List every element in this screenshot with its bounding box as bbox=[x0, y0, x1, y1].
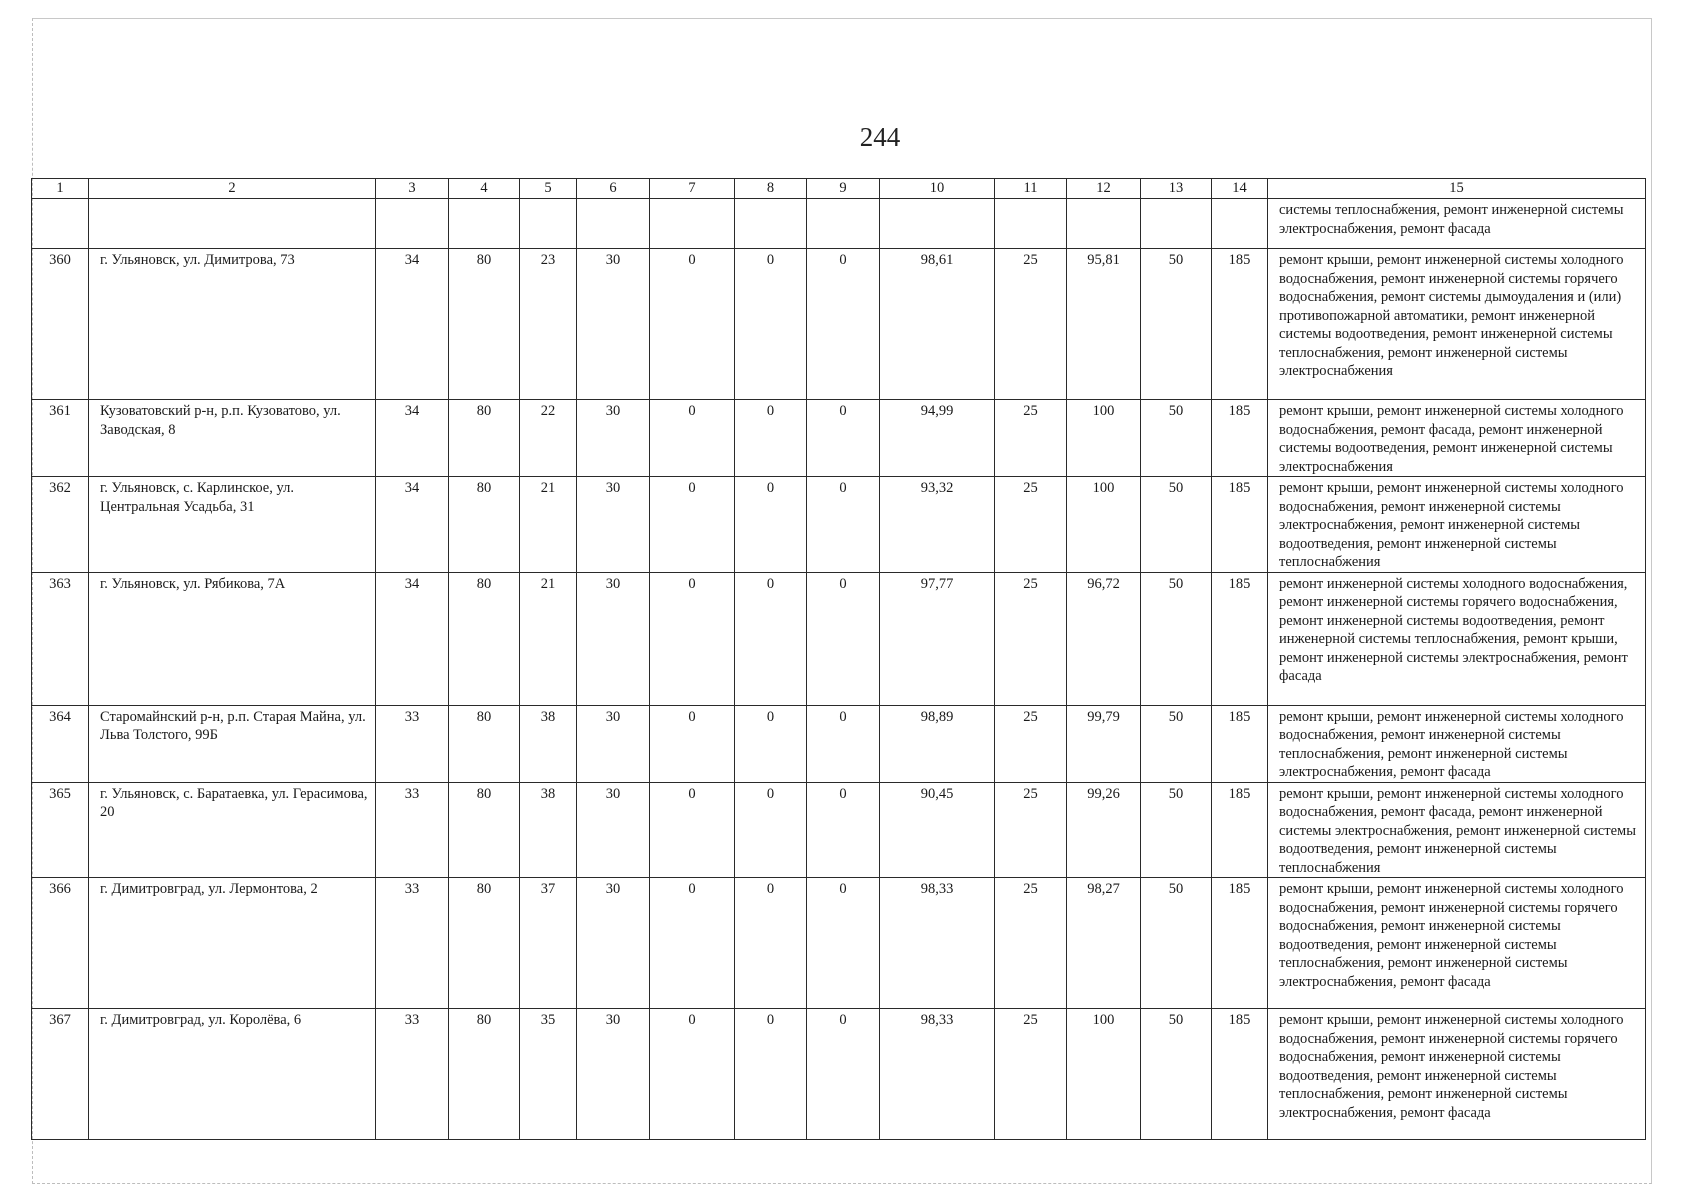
value-cell: 50 bbox=[1141, 705, 1212, 782]
row-number: 363 bbox=[32, 572, 89, 705]
row-number: 365 bbox=[32, 782, 89, 878]
value-cell: 99,26 bbox=[1067, 782, 1141, 878]
value-cell: 35 bbox=[520, 1009, 577, 1140]
address: г. Димитровград, ул. Королёва, 6 bbox=[89, 1009, 376, 1140]
works-list: ремонт инженерной системы холодного водоснабжения, ремонт инженерной системы горячего водоснабжения, ремонт инженерной системы водоотведения, ремонт инженерной системы теплоснабжения, ремонт крыши, ремонт инженерной системы электроснабжения, ремонт фасада bbox=[1268, 572, 1646, 705]
column-header: 12 bbox=[1067, 179, 1141, 199]
value-cell: 0 bbox=[807, 705, 880, 782]
table-row bbox=[32, 705, 1646, 782]
column-header: 7 bbox=[650, 179, 735, 199]
column-header: 1 bbox=[32, 179, 89, 199]
works-list: ремонт крыши, ремонт инженерной системы холодного водоснабжения, ремонт инженерной системы горячего водоснабжения, ремонт инженерной системы водоотведения, ремонт инженерной системы теплоснабжения, ремонт инженерной системы электроснабжения, ремонт фасада bbox=[1268, 878, 1646, 1009]
value-cell: 80 bbox=[449, 1009, 520, 1140]
value-cell: 80 bbox=[449, 705, 520, 782]
value-cell: 33 bbox=[376, 705, 449, 782]
table-row bbox=[32, 249, 1646, 400]
value-cell: 185 bbox=[1212, 572, 1268, 705]
row-number: 367 bbox=[32, 1009, 89, 1140]
value-cell: 98,27 bbox=[1067, 878, 1141, 1009]
table-row bbox=[32, 572, 1646, 705]
row-number: 361 bbox=[32, 400, 89, 477]
value-cell: 25 bbox=[995, 477, 1067, 573]
address: г. Ульяновск, с. Карлинское, ул. Центральная Усадьба, 31 bbox=[89, 477, 376, 573]
value-cell: 21 bbox=[520, 572, 577, 705]
value-cell: 25 bbox=[995, 782, 1067, 878]
value-cell: 0 bbox=[650, 249, 735, 400]
works-list: ремонт крыши, ремонт инженерной системы холодного водоснабжения, ремонт инженерной системы теплоснабжения, ремонт инженерной системы электроснабжения, ремонт фасада bbox=[1268, 705, 1646, 782]
address: г. Ульяновск, с. Баратаевка, ул. Герасимова, 20 bbox=[89, 782, 376, 878]
value-cell: 0 bbox=[650, 400, 735, 477]
column-header: 6 bbox=[577, 179, 650, 199]
works-list: ремонт крыши, ремонт инженерной системы холодного водоснабжения, ремонт фасада, ремонт инженерной системы водоотведения, ремонт инженерной системы электроснабжения bbox=[1268, 400, 1646, 477]
value-cell: 50 bbox=[1141, 572, 1212, 705]
value-cell: 0 bbox=[735, 477, 807, 573]
value-cell: 185 bbox=[1212, 878, 1268, 1009]
value-cell: 98,61 bbox=[880, 249, 995, 400]
column-header: 14 bbox=[1212, 179, 1268, 199]
address: г. Димитровград, ул. Лермонтова, 2 bbox=[89, 878, 376, 1009]
value-cell: 38 bbox=[520, 782, 577, 878]
value-cell: 93,32 bbox=[880, 477, 995, 573]
column-header: 10 bbox=[880, 179, 995, 199]
value-cell: 0 bbox=[650, 477, 735, 573]
value-cell: 0 bbox=[807, 782, 880, 878]
address: Старомайнский р-н, р.п. Старая Майна, ул. Льва Толстого, 99Б bbox=[89, 705, 376, 782]
works-list: ремонт крыши, ремонт инженерной системы холодного водоснабжения, ремонт инженерной системы горячего водоснабжения, ремонт инженерной системы водоотведения, ремонт инженерной системы теплоснабжения, ремонт инженерной системы электроснабжения, ремонт фасада bbox=[1268, 1009, 1646, 1140]
value-cell: 21 bbox=[520, 477, 577, 573]
page-number: 244 bbox=[859, 122, 901, 152]
value-cell: 30 bbox=[577, 1009, 650, 1140]
value-cell: 0 bbox=[650, 572, 735, 705]
value-cell: 185 bbox=[1212, 477, 1268, 573]
value-cell: 0 bbox=[735, 705, 807, 782]
value-cell: 185 bbox=[1212, 249, 1268, 400]
address: Кузоватовский р-н, р.п. Кузоватово, ул. Заводская, 8 bbox=[89, 400, 376, 477]
works-list: системы теплоснабжения, ремонт инженерной системы электроснабжения, ремонт фасада bbox=[1268, 199, 1646, 249]
value-cell: 25 bbox=[995, 400, 1067, 477]
value-cell: 30 bbox=[577, 400, 650, 477]
value-cell: 185 bbox=[1212, 400, 1268, 477]
value-cell: 30 bbox=[577, 782, 650, 878]
value-cell: 38 bbox=[520, 705, 577, 782]
works-list: ремонт крыши, ремонт инженерной системы холодного водоснабжения, ремонт инженерной системы горячего водоснабжения, ремонт системы дымоудаления и (или) противопожарной автоматики, ремонт инженерной системы водоотведения, ремонт инженерной системы теплоснабжения, ремонт инженерной системы электроснабжения bbox=[1268, 249, 1646, 400]
value-cell: 0 bbox=[735, 878, 807, 1009]
value-cell: 25 bbox=[995, 705, 1067, 782]
value-cell: 0 bbox=[735, 400, 807, 477]
value-cell: 100 bbox=[1067, 1009, 1141, 1140]
value-cell: 0 bbox=[807, 249, 880, 400]
value-cell: 50 bbox=[1141, 782, 1212, 878]
value-cell: 34 bbox=[376, 400, 449, 477]
value-cell: 33 bbox=[376, 782, 449, 878]
value-cell: 0 bbox=[650, 705, 735, 782]
value-cell: 50 bbox=[1141, 878, 1212, 1009]
value-cell: 25 bbox=[995, 572, 1067, 705]
value-cell: 50 bbox=[1141, 1009, 1212, 1140]
value-cell: 0 bbox=[807, 572, 880, 705]
value-cell: 30 bbox=[577, 878, 650, 1009]
value-cell: 37 bbox=[520, 878, 577, 1009]
value-cell: 30 bbox=[577, 477, 650, 573]
column-header: 11 bbox=[995, 179, 1067, 199]
value-cell: 0 bbox=[807, 477, 880, 573]
value-cell: 80 bbox=[449, 249, 520, 400]
value-cell: 50 bbox=[1141, 477, 1212, 573]
value-cell: 0 bbox=[650, 782, 735, 878]
value-cell: 0 bbox=[807, 400, 880, 477]
row-number: 366 bbox=[32, 878, 89, 1009]
address: г. Ульяновск, ул. Рябикова, 7А bbox=[89, 572, 376, 705]
value-cell: 95,81 bbox=[1067, 249, 1141, 400]
value-cell: 80 bbox=[449, 572, 520, 705]
column-header: 13 bbox=[1141, 179, 1212, 199]
value-cell: 94,99 bbox=[880, 400, 995, 477]
value-cell: 100 bbox=[1067, 477, 1141, 573]
row-number: 362 bbox=[32, 477, 89, 573]
table-row bbox=[32, 782, 1646, 878]
value-cell: 0 bbox=[650, 878, 735, 1009]
column-header: 2 bbox=[89, 179, 376, 199]
table-row bbox=[32, 400, 1646, 477]
value-cell: 0 bbox=[735, 1009, 807, 1140]
value-cell: 30 bbox=[577, 249, 650, 400]
address: г. Ульяновск, ул. Димитрова, 73 bbox=[89, 249, 376, 400]
column-header: 5 bbox=[520, 179, 577, 199]
value-cell: 25 bbox=[995, 1009, 1067, 1140]
value-cell: 23 bbox=[520, 249, 577, 400]
value-cell: 99,79 bbox=[1067, 705, 1141, 782]
value-cell: 185 bbox=[1212, 1009, 1268, 1140]
value-cell: 97,77 bbox=[880, 572, 995, 705]
works-list: ремонт крыши, ремонт инженерной системы холодного водоснабжения, ремонт инженерной системы электроснабжения, ремонт инженерной системы водоотведения, ремонт инженерной системы теплоснабжения bbox=[1268, 477, 1646, 573]
value-cell: 80 bbox=[449, 477, 520, 573]
value-cell: 0 bbox=[735, 572, 807, 705]
column-header: 8 bbox=[735, 179, 807, 199]
value-cell: 100 bbox=[1067, 400, 1141, 477]
value-cell: 185 bbox=[1212, 782, 1268, 878]
row-number: 364 bbox=[32, 705, 89, 782]
value-cell: 80 bbox=[449, 878, 520, 1009]
value-cell: 185 bbox=[1212, 705, 1268, 782]
value-cell: 33 bbox=[376, 1009, 449, 1140]
value-cell: 33 bbox=[376, 878, 449, 1009]
column-numbers-header bbox=[32, 179, 1646, 199]
value-cell: 50 bbox=[1141, 249, 1212, 400]
table-row bbox=[32, 878, 1646, 1009]
value-cell: 98,33 bbox=[880, 1009, 995, 1140]
table-row bbox=[32, 477, 1646, 573]
value-cell: 98,33 bbox=[880, 878, 995, 1009]
works-list: ремонт крыши, ремонт инженерной системы холодного водоснабжения, ремонт фасада, ремонт инженерной системы электроснабжения, ремонт инженерной системы водоотведения, ремонт инженерной системы теплоснабжения bbox=[1268, 782, 1646, 878]
column-header: 15 bbox=[1268, 179, 1646, 199]
value-cell: 34 bbox=[376, 249, 449, 400]
value-cell: 22 bbox=[520, 400, 577, 477]
value-cell: 30 bbox=[577, 705, 650, 782]
column-header: 3 bbox=[376, 179, 449, 199]
value-cell: 0 bbox=[807, 1009, 880, 1140]
value-cell: 25 bbox=[995, 249, 1067, 400]
value-cell: 30 bbox=[577, 572, 650, 705]
value-cell: 96,72 bbox=[1067, 572, 1141, 705]
works-register-table bbox=[31, 178, 1646, 1140]
column-header: 9 bbox=[807, 179, 880, 199]
column-header: 4 bbox=[449, 179, 520, 199]
value-cell: 34 bbox=[376, 572, 449, 705]
row-number: 360 bbox=[32, 249, 89, 400]
value-cell: 0 bbox=[650, 1009, 735, 1140]
value-cell: 0 bbox=[735, 249, 807, 400]
value-cell: 50 bbox=[1141, 400, 1212, 477]
continuation-row bbox=[32, 199, 1646, 249]
table-row bbox=[32, 1009, 1646, 1140]
value-cell: 0 bbox=[735, 782, 807, 878]
value-cell: 98,89 bbox=[880, 705, 995, 782]
value-cell: 90,45 bbox=[880, 782, 995, 878]
value-cell: 0 bbox=[807, 878, 880, 1009]
value-cell: 25 bbox=[995, 878, 1067, 1009]
value-cell: 80 bbox=[449, 782, 520, 878]
value-cell: 34 bbox=[376, 477, 449, 573]
value-cell: 80 bbox=[449, 400, 520, 477]
